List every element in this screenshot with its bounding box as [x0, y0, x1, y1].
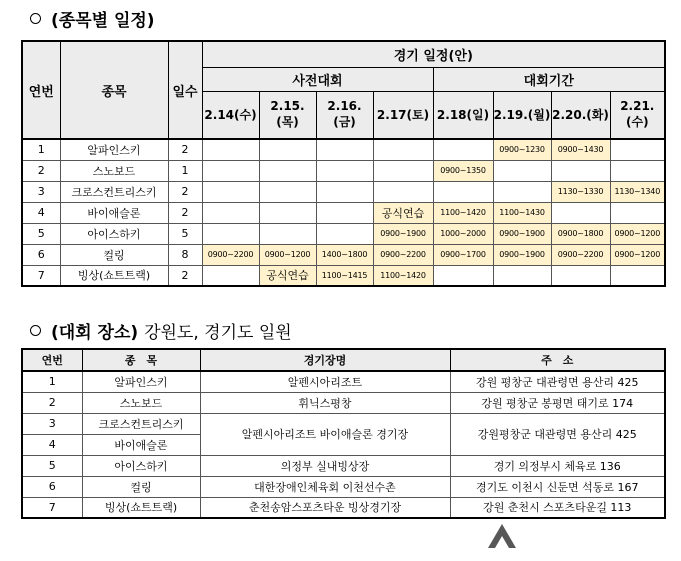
schedule-time-cell: [202, 202, 259, 223]
schedule-row: [22, 223, 665, 244]
schedule-cell-no: 7: [22, 265, 60, 286]
schedule-time-cell: 0900~1200: [610, 244, 665, 265]
schedule-time-cell: [433, 265, 493, 286]
schedule-time-cell: [373, 181, 433, 202]
schedule-time-cell: 0900~1900: [493, 244, 551, 265]
bullet-circle-icon: [30, 13, 41, 24]
schedule-cell-no: 3: [22, 181, 60, 202]
schedule-cell-days: 2: [168, 202, 202, 223]
header-date: 2.20.(화): [551, 91, 610, 139]
venue-cell-venue: 춘천송암스포츠타운 빙상경기장: [200, 497, 450, 518]
venue-cell-no: 4: [22, 434, 82, 455]
header-no: 연번: [22, 41, 60, 139]
schedule-time-cell: [316, 139, 373, 160]
venue-cell-venue: 알펜시아리조트: [200, 371, 450, 392]
header-pre-event: 사전대회: [202, 67, 433, 91]
header-schedule-group: 경기 일정(안): [202, 41, 665, 67]
venue-header-venue: 경기장명: [200, 349, 450, 371]
schedule-cell-event: 알파인스키: [60, 139, 168, 160]
header-date: 2.16.(금): [316, 91, 373, 139]
schedule-cell-days: 1: [168, 160, 202, 181]
schedule-time-cell: [259, 181, 316, 202]
header-date: 2.18(일): [433, 91, 493, 139]
schedule-time-cell: 0900~1900: [493, 223, 551, 244]
schedule-time-cell: [316, 202, 373, 223]
schedule-time-cell: [373, 160, 433, 181]
schedule-time-cell: 0900~1200: [610, 223, 665, 244]
schedule-time-cell: 0900~1700: [433, 244, 493, 265]
schedule-cell-event: 아이스하키: [60, 223, 168, 244]
schedule-time-cell: [316, 223, 373, 244]
venue-cell-event: 크로스컨트리스키: [82, 413, 200, 434]
schedule-time-cell: 0900~1900: [373, 223, 433, 244]
venue-cell-venue: 알펜시아리조트 바이애슬론 경기장: [200, 413, 450, 455]
venue-row: [22, 392, 665, 413]
schedule-time-cell: [316, 181, 373, 202]
schedule-cell-days: 2: [168, 181, 202, 202]
schedule-time-cell: [316, 160, 373, 181]
schedule-time-cell: 1100~1420: [373, 265, 433, 286]
schedule-time-cell: [202, 181, 259, 202]
schedule-time-cell: [373, 139, 433, 160]
header-days: 일수: [168, 41, 202, 139]
schedule-time-cell: 0900~1800: [551, 223, 610, 244]
venue-cell-event: 알파인스키: [82, 371, 200, 392]
venue-row: [22, 455, 665, 476]
schedule-time-cell: 공식연습: [373, 202, 433, 223]
venue-cell-venue: 휘닉스평창: [200, 392, 450, 413]
schedule-cell-no: 6: [22, 244, 60, 265]
venue-cell-event: 빙상(쇼트트랙): [82, 497, 200, 518]
venue-section-title: [30, 318, 292, 343]
venue-row: [22, 413, 665, 434]
schedule-time-cell: 1400~1800: [316, 244, 373, 265]
venue-cell-address: 경기 의정부시 체육로 136: [450, 455, 665, 476]
schedule-time-cell: 0900~2200: [373, 244, 433, 265]
schedule-time-cell: [551, 160, 610, 181]
venue-cell-event: 스노보드: [82, 392, 200, 413]
venue-row: [22, 371, 665, 392]
schedule-time-cell: [259, 202, 316, 223]
venue-header-no: 연번: [22, 349, 82, 371]
schedule-cell-no: 4: [22, 202, 60, 223]
schedule-time-cell: [493, 181, 551, 202]
schedule-time-cell: [610, 265, 665, 286]
venue-cell-address: 강원 평창군 대관령면 용산리 425: [450, 371, 665, 392]
schedule-time-cell: 0900~1430: [551, 139, 610, 160]
schedule-time-cell: [610, 160, 665, 181]
schedule-row: [22, 139, 665, 160]
schedule-row: [22, 202, 665, 223]
venue-cell-address: 강원 춘천시 스포츠타운길 113: [450, 497, 665, 518]
venue-title-rest: 강원도, 경기도 일원: [144, 323, 292, 343]
schedule-time-cell: [202, 139, 259, 160]
venue-cell-venue: 의정부 실내빙상장: [200, 455, 450, 476]
venue-header-event: 종 목: [82, 349, 200, 371]
watermark: [485, 514, 655, 554]
schedule-time-cell: [493, 160, 551, 181]
schedule-time-cell: 1100~1415: [316, 265, 373, 286]
schedule-row: [22, 181, 665, 202]
schedule-cell-event: 크로스컨트리스키: [60, 181, 168, 202]
schedule-time-cell: [493, 265, 551, 286]
schedule-time-cell: [259, 139, 316, 160]
schedule-time-cell: 0900~2200: [551, 244, 610, 265]
schedule-row: [22, 244, 665, 265]
schedule-time-cell: 0900~1200: [259, 244, 316, 265]
venue-table: [21, 348, 666, 519]
schedule-time-cell: [202, 160, 259, 181]
schedule-cell-event: 빙상(쇼트트랙): [60, 265, 168, 286]
schedule-time-cell: [551, 202, 610, 223]
schedule-time-cell: 공식연습: [259, 265, 316, 286]
venue-cell-event: 바이애슬론: [82, 434, 200, 455]
venue-cell-no: 3: [22, 413, 82, 434]
schedule-table: [21, 40, 666, 287]
schedule-time-cell: [610, 139, 665, 160]
schedule-cell-event: 컬링: [60, 244, 168, 265]
schedule-row: [22, 160, 665, 181]
schedule-time-cell: 1100~1420: [433, 202, 493, 223]
venue-cell-event: 아이스하키: [82, 455, 200, 476]
venue-cell-address: 경기도 이천시 신둔면 석동로 167: [450, 476, 665, 497]
schedule-row: [22, 265, 665, 286]
header-date: 2.17(토): [373, 91, 433, 139]
schedule-cell-no: 1: [22, 139, 60, 160]
schedule-time-cell: 0900~1350: [433, 160, 493, 181]
venue-cell-event: 컬링: [82, 476, 200, 497]
header-date: 2.15.(목): [259, 91, 316, 139]
bullet-circle-icon: [30, 325, 41, 336]
schedule-time-cell: 0900~2200: [202, 244, 259, 265]
venue-cell-no: 6: [22, 476, 82, 497]
venue-title-text: (대회 장소): [51, 323, 139, 343]
schedule-cell-days: 2: [168, 139, 202, 160]
schedule-time-cell: [202, 265, 259, 286]
schedule-time-cell: 0900~1230: [493, 139, 551, 160]
venue-cell-address: 강원 평창군 봉평면 태기로 174: [450, 392, 665, 413]
venue-row: [22, 497, 665, 518]
schedule-time-cell: 1000~2000: [433, 223, 493, 244]
schedule-section-title: [30, 6, 155, 31]
header-date: 2.21.(수): [610, 91, 665, 139]
schedule-time-cell: 1100~1430: [493, 202, 551, 223]
venue-cell-address: 강원평창군 대관령면 용산리 425: [450, 413, 665, 455]
venue-cell-no: 1: [22, 371, 82, 392]
schedule-time-cell: [259, 160, 316, 181]
schedule-time-cell: [433, 181, 493, 202]
watermark-logo-icon: [485, 518, 519, 552]
schedule-cell-event: 바이애슬론: [60, 202, 168, 223]
header-date: 2.14(수): [202, 91, 259, 139]
venue-cell-no: 7: [22, 497, 82, 518]
schedule-time-cell: 1130~1330: [551, 181, 610, 202]
schedule-time-cell: [202, 223, 259, 244]
schedule-title-text: (종목별 일정): [51, 11, 155, 31]
header-event: 종목: [60, 41, 168, 139]
schedule-time-cell: [551, 265, 610, 286]
venue-cell-no: 5: [22, 455, 82, 476]
venue-cell-venue: 대한장애인체육회 이천선수촌: [200, 476, 450, 497]
header-date: 2.19.(월): [493, 91, 551, 139]
venue-row: [22, 476, 665, 497]
schedule-time-cell: [610, 202, 665, 223]
schedule-cell-event: 스노보드: [60, 160, 168, 181]
schedule-time-cell: [259, 223, 316, 244]
schedule-cell-no: 2: [22, 160, 60, 181]
schedule-cell-no: 5: [22, 223, 60, 244]
schedule-cell-days: 5: [168, 223, 202, 244]
venue-header-address: 주 소: [450, 349, 665, 371]
schedule-cell-days: 8: [168, 244, 202, 265]
schedule-time-cell: 1130~1340: [610, 181, 665, 202]
schedule-cell-days: 2: [168, 265, 202, 286]
venue-cell-no: 2: [22, 392, 82, 413]
header-main-event: 대회기간: [433, 67, 665, 91]
schedule-time-cell: [433, 139, 493, 160]
